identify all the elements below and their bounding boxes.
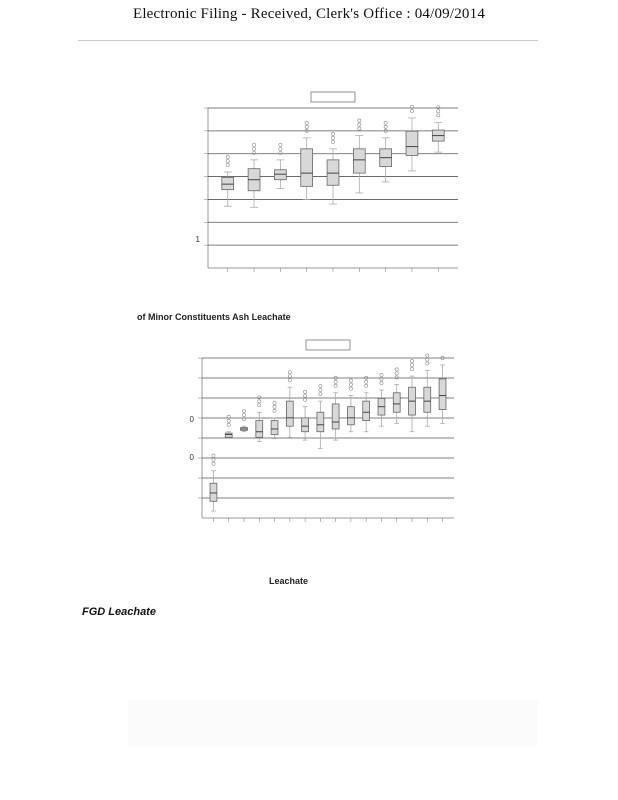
box-iqr <box>271 421 278 435</box>
outlier-point <box>305 125 308 128</box>
outlier-point <box>288 375 291 378</box>
outlier-point <box>395 372 398 375</box>
outlier-point <box>288 371 291 374</box>
outlier-point <box>437 114 440 117</box>
box-iqr <box>210 483 217 501</box>
outlier-point <box>319 389 322 392</box>
y-tick-label: 0 <box>189 414 194 424</box>
header-divider <box>78 40 538 41</box>
outlier-point <box>395 368 398 371</box>
outlier-point <box>365 384 368 387</box>
box-iqr <box>353 149 365 173</box>
outlier-point <box>226 159 229 162</box>
outlier-point <box>331 136 334 139</box>
outlier-point <box>410 367 413 370</box>
outlier-point <box>319 385 322 388</box>
box-iqr <box>274 170 286 180</box>
outlier-point <box>358 123 361 126</box>
outlier-point <box>395 376 398 379</box>
outlier-point <box>227 419 230 422</box>
chart-title-box <box>311 92 355 102</box>
outlier-point <box>437 106 440 109</box>
box-iqr <box>393 393 400 412</box>
y-tick-label: 0 <box>189 453 194 463</box>
box-iqr <box>222 178 234 190</box>
box-iqr <box>327 160 339 185</box>
box-iqr <box>317 412 324 431</box>
outlier-point <box>334 380 337 383</box>
chart-title-box <box>306 340 350 350</box>
outlier-point <box>226 163 229 166</box>
outlier-point <box>358 119 361 122</box>
outlier-point <box>349 387 352 390</box>
outlier-point <box>426 358 429 361</box>
outlier-point <box>380 373 383 376</box>
outlier-point <box>410 109 413 112</box>
outlier-point <box>303 394 306 397</box>
outlier-point <box>279 147 282 150</box>
box-iqr <box>225 433 232 437</box>
outlier-point <box>303 390 306 393</box>
outlier-point <box>273 401 276 404</box>
outlier-point <box>384 125 387 128</box>
outlier-point <box>334 384 337 387</box>
box-iqr <box>439 379 446 410</box>
outlier-point <box>365 380 368 383</box>
outlier-point <box>258 400 261 403</box>
outlier-point <box>349 383 352 386</box>
box-iqr <box>302 418 309 432</box>
faint-text-region <box>128 700 538 746</box>
figure-2-caption: Leachate <box>269 576 309 586</box>
box-iqr <box>424 387 431 412</box>
outlier-point <box>305 121 308 124</box>
section-heading: FGD Leachate <box>82 606 156 618</box>
outlier-point <box>212 454 215 457</box>
box-plot-minor-constituents-ash <box>190 90 470 280</box>
outlier-point <box>226 155 229 158</box>
outlier-point <box>349 379 352 382</box>
outlier-point <box>273 409 276 412</box>
outlier-point <box>258 404 261 407</box>
outlier-point <box>319 393 322 396</box>
outlier-point <box>242 414 245 417</box>
outlier-point <box>410 359 413 362</box>
outlier-point <box>331 140 334 143</box>
outlier-point <box>426 354 429 357</box>
outlier-point <box>358 127 361 130</box>
document-header: Electronic Filing - Received, Clerk's Office : 04/09/2014 <box>132 6 486 22</box>
outlier-point <box>384 121 387 124</box>
outlier-point <box>303 398 306 401</box>
outlier-point <box>252 143 255 146</box>
figure-1-caption: of Minor Constituents Ash Leachate <box>137 312 291 322</box>
outlier-point <box>331 132 334 135</box>
y-tick-label: 1 <box>195 235 200 245</box>
box-iqr <box>332 404 339 429</box>
outlier-point <box>288 379 291 382</box>
box-iqr <box>347 407 354 425</box>
outlier-point <box>273 405 276 408</box>
box-iqr <box>256 421 263 438</box>
box-iqr <box>363 401 370 420</box>
box-iqr <box>406 131 418 155</box>
outlier-point <box>227 423 230 426</box>
outlier-point <box>437 110 440 113</box>
box-iqr <box>301 149 313 187</box>
outlier-point <box>380 381 383 384</box>
outlier-point <box>212 462 215 465</box>
box-iqr <box>286 401 293 426</box>
outlier-point <box>242 410 245 413</box>
outlier-point <box>252 147 255 150</box>
outlier-point <box>426 362 429 365</box>
outlier-point <box>279 143 282 146</box>
outlier-point <box>410 363 413 366</box>
box-plot-leachate <box>180 338 470 548</box>
outlier-point <box>212 458 215 461</box>
